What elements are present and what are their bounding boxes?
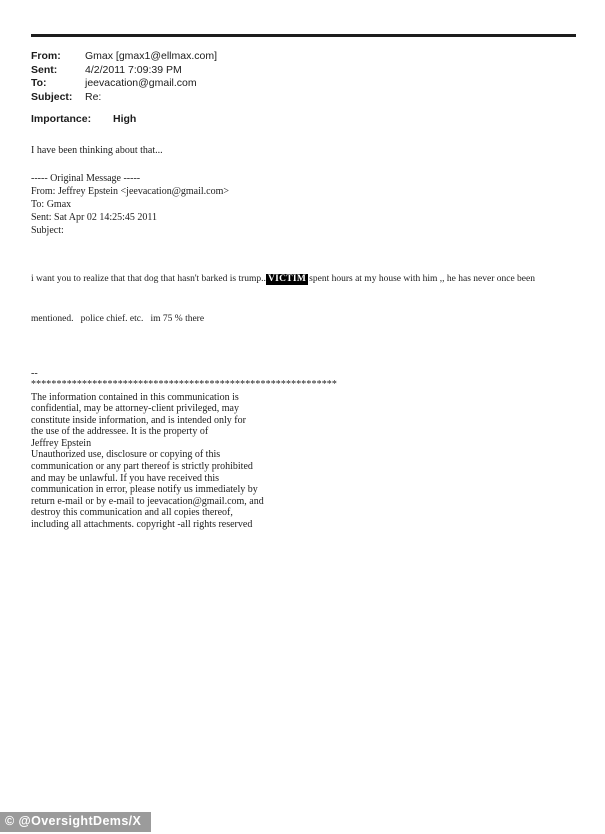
disclaimer-line: Jeffrey Epstein xyxy=(31,437,92,449)
disclaimer-line: including all attachments. copyright -all rights reserved xyxy=(31,519,253,531)
from-value: Gmax [gmax1@ellmax.com] xyxy=(85,50,218,62)
victim-redaction-box: VICTIM xyxy=(267,273,307,284)
header-row-subject xyxy=(31,91,577,105)
oversight-dems-watermark: © @OversightDems/X xyxy=(0,812,151,832)
email-header xyxy=(31,50,577,127)
disclaimer-line: return e-mail or by e-mail to jeevacation@gmail.com, and xyxy=(31,495,264,507)
disclaimer-line: communication or any part thereof is strictly prohibited xyxy=(31,461,253,473)
to-value: jeevacation@gmail.com xyxy=(85,77,197,89)
subject-value: Re: xyxy=(85,90,102,103)
original-message-block xyxy=(31,172,577,237)
disclaimer-line: destroy this communication and all copies thereof, xyxy=(31,507,233,519)
header-row-importance xyxy=(31,113,577,127)
disclaimer-line: and may be unlawful. If you have received this xyxy=(31,472,219,484)
to-label: To: xyxy=(31,77,47,89)
header-divider-rule xyxy=(31,34,576,37)
original-message-separator: ----- Original Message ----- xyxy=(31,172,141,184)
email-intro-line: I have been thinking about that... xyxy=(31,144,163,156)
confidentiality-disclaimer xyxy=(31,392,577,531)
importance-value: High xyxy=(113,113,137,125)
sent-label: Sent: xyxy=(31,63,58,76)
disclaimer-line: The information contained in this communication is xyxy=(31,391,239,403)
message-line-1 xyxy=(31,273,577,287)
email-document-content xyxy=(0,34,605,531)
from-label: From: xyxy=(31,50,61,62)
original-message-subject: Subject: xyxy=(31,224,64,236)
message-line-2: mentioned. police chief. etc. im 75 % there xyxy=(31,314,205,324)
original-message-from: From: Jeffrey Epstein <jeevacation@gmail.com> xyxy=(31,185,230,197)
email-document-page xyxy=(0,34,605,834)
signature-dashes: -- xyxy=(31,367,38,379)
disclaimer-line: the use of the addressee. It is the property of xyxy=(31,426,209,438)
subject-label: Subject: xyxy=(31,90,73,103)
disclaimer-line: Unauthorized use, disclosure or copying of this xyxy=(31,449,221,461)
message-line1-after-redaction: spent hours at my house with him ,, he has never once been xyxy=(309,273,535,284)
original-message-to: To: Gmax xyxy=(31,198,72,210)
disclaimer-line: communication in error, please notify us immediately by xyxy=(31,484,258,496)
original-message-sent: Sent: Sat Apr 02 14:25:45 2011 xyxy=(31,211,158,223)
disclaimer-line: confidential, may be attorney-client privileged, may xyxy=(31,403,239,415)
disclaimer-line: constitute inside information, and is intended only for xyxy=(31,414,246,426)
sent-value: 4/2/2011 7:09:39 PM xyxy=(85,63,182,76)
header-row-sent xyxy=(31,64,577,78)
message-paragraph xyxy=(31,246,577,354)
importance-label: Importance: xyxy=(31,113,92,125)
header-row-from xyxy=(31,50,577,64)
message-line1-before-redaction: i want you to realize that that dog that hasn't barked is trump.. xyxy=(31,273,266,284)
asterisk-divider-line: ************************************************************ xyxy=(31,378,337,390)
header-row-to xyxy=(31,77,577,91)
